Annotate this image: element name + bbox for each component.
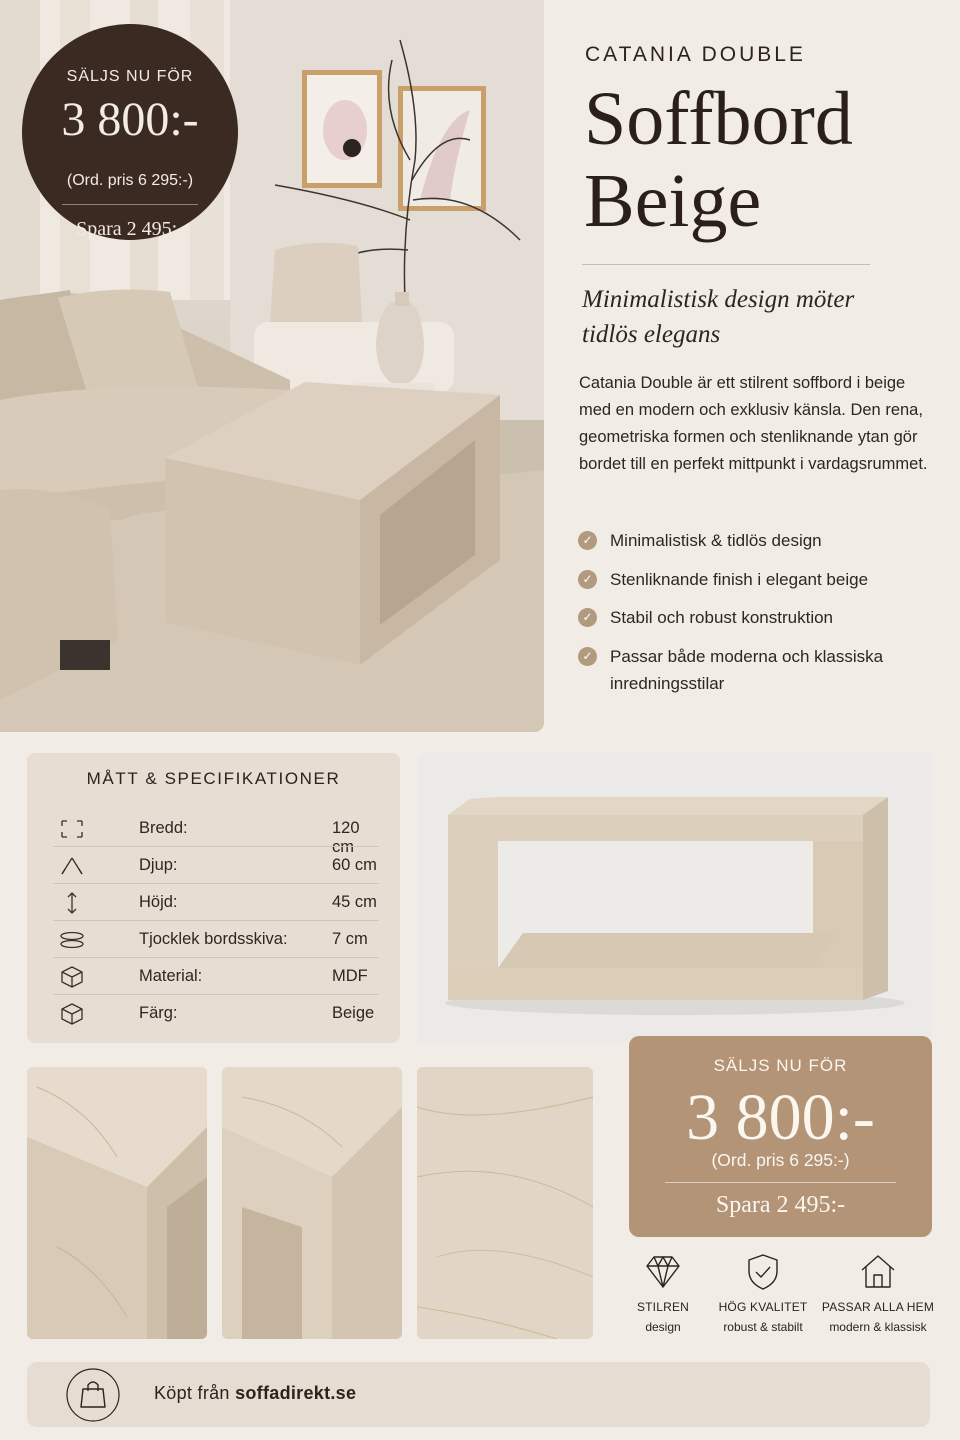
badge-subtitle: design [645,1320,681,1334]
badge-title: STILREN [636,1300,690,1314]
spec-row-color [53,995,379,1032]
cube-icon [59,966,85,988]
product-title [584,78,944,242]
feature-list [578,527,948,698]
spec-value: 120 cm [332,819,360,856]
price-value: 3 800:- [686,1081,875,1154]
badge-subtitle: modern & klassisk [829,1320,927,1334]
feature-text: Passar både moderna och klassiska inredningsstilar [610,646,884,693]
detail-photo-edge [222,1067,402,1339]
hero-price-divider [62,204,198,205]
footer-bar [27,1362,930,1427]
spec-label: Färg: [139,1004,178,1022]
price-divider [665,1182,896,1183]
badge-stylish [624,1252,702,1334]
spec-value: Beige [332,1004,375,1022]
original-price: (Ord. pris 6 295:-) [711,1150,850,1170]
hero-price-label: SÄLJS NU FÖR [66,68,194,85]
title-line-1: Soffbord [584,77,853,161]
product-description: Catania Double är ett stilrent soffbord i beige med en modern och exklusiv känsla. Den rena, geometriska formen och stenliknande ytan gör bordet till en perfekt mittpunkt i vardagsrummet. [579,374,928,473]
tagline-line-2: tidlös elegans [582,321,721,348]
product-tagline [582,282,922,352]
hero-price-value: 3 800:- [61,93,199,146]
spec-row-material [53,958,379,995]
footer-text [154,1383,356,1404]
save-amount: Spara 2 495:- [715,1192,846,1218]
feature-item [578,604,948,632]
spec-title: MÅTT & SPECIFIKATIONER [86,769,341,788]
spec-label: Höjd: [139,893,178,911]
badge-subtitle: robust & stabilt [723,1320,803,1334]
detail-photo-surface [417,1067,593,1339]
spec-label: Tjocklek bordsskiva: [139,930,288,948]
hero-price-badge [22,24,238,240]
product-photo [418,753,932,1043]
house-icon [858,1252,898,1292]
spec-label: Bredd: [139,819,188,837]
spec-row-thickness [53,921,379,958]
badge-quality [713,1252,813,1334]
check-icon: ✓ [578,608,597,627]
spec-row-depth [53,847,379,884]
detail-photo-corner [27,1067,207,1339]
store-link[interactable]: soffadirekt.se [235,1383,357,1403]
width-arrows-icon [59,818,85,840]
spec-value: 7 cm [332,930,368,948]
shopping-bag-icon [65,1367,121,1423]
spec-card [27,753,400,1043]
feature-item [578,643,948,698]
price-card [629,1036,932,1237]
badge-title: PASSAR ALLA HEM [821,1300,935,1314]
feature-item [578,566,948,594]
spec-value: 60 cm [332,856,377,874]
spec-label: Djup: [139,856,178,874]
spec-value: MDF [332,967,368,985]
check-icon: ✓ [578,647,597,666]
spec-row-width [53,810,379,856]
feature-text: Stenliknande finish i elegant beige [610,569,869,589]
cube-icon [59,1003,85,1025]
height-arrow-icon [59,892,85,914]
tagline-line-1: Minimalistisk design möter [582,286,855,313]
title-line-2: Beige [584,159,762,243]
feature-text: Stabil och robust konstruktion [610,608,834,627]
check-icon: ✓ [578,531,597,550]
hero-room-photo [0,0,544,732]
feature-item [578,527,948,555]
price-label: SÄLJS NU FÖR [713,1056,848,1075]
hero-save-amount: Spara 2 495:- [76,218,184,240]
product-series: CATANIA DOUBLE [585,43,806,66]
title-divider [582,264,870,265]
diamond-icon [643,1252,683,1292]
badge-fits-all-homes [818,1252,938,1334]
spec-row-height [53,884,379,921]
spec-label: Material: [139,967,203,985]
footer-prefix: Köpt från [154,1383,230,1403]
badge-title: HÖG KVALITET [718,1300,808,1314]
shield-check-icon [743,1252,783,1292]
check-icon: ✓ [578,570,597,589]
hero-original-price: (Ord. pris 6 295:-) [66,172,194,189]
feature-text: Minimalistisk & tidlös design [610,531,822,550]
depth-icon [59,855,85,877]
spec-value: 45 cm [332,893,377,911]
thickness-icon [59,929,85,951]
